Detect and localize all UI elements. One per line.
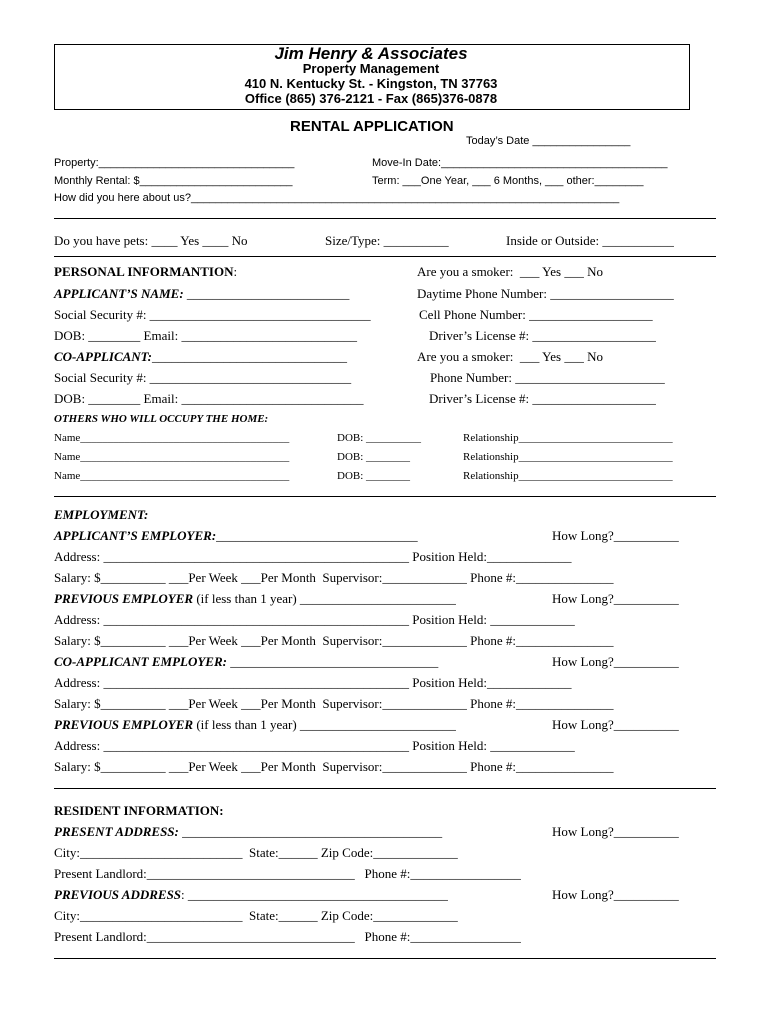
occupant-name-field[interactable]: Name______________________________________	[54, 451, 290, 463]
how-long-field[interactable]: How Long?__________	[552, 887, 679, 902]
coapplicant-label: CO-APPLICANT:	[54, 349, 152, 364]
applicant-name-line: _________________________	[183, 286, 350, 301]
employer-address-field[interactable]: Address: _______________________________________________ Position Held:_____________	[54, 549, 572, 564]
employment-heading: EMPLOYMENT:	[54, 507, 149, 522]
dob-email-field[interactable]: DOB: ________ Email: ___________________________	[54, 328, 357, 343]
divider	[54, 958, 716, 959]
city-state-zip-field[interactable]: City:_________________________ State:______ Zip Code:_____________	[54, 908, 458, 923]
coapplicant-employer-line: ________________________________	[226, 654, 439, 669]
todays-date-field[interactable]: Today’s Date ________________	[466, 135, 631, 147]
personal-heading-colon: :	[233, 264, 238, 279]
divider	[54, 788, 716, 789]
city-state-zip-field[interactable]: City:_________________________ State:______ Zip Code:_____________	[54, 845, 458, 860]
how-heard-field[interactable]: How did you here about us?______________________________________________________________________	[54, 192, 620, 204]
smoker-field[interactable]: Are you a smoker: ___ Yes ___ No	[417, 264, 603, 279]
previous-address-label: PREVIOUS ADDRESS	[54, 887, 182, 902]
applicant-employer-label: APPLICANT’S EMPLOYER:	[54, 528, 217, 543]
monthly-rental-field[interactable]: Monthly Rental: $_________________________	[54, 175, 293, 187]
coapplicant-phone-field[interactable]: Phone Number: _______________________	[430, 370, 665, 385]
occupant-relationship-field[interactable]: Relationship____________________________	[463, 451, 673, 463]
applicant-name-label: APPLICANT’S NAME:	[54, 286, 184, 301]
coapplicant-drivers-license-field[interactable]: Driver’s License #: ___________________	[429, 391, 656, 406]
daytime-phone-field[interactable]: Daytime Phone Number: ___________________	[417, 286, 674, 301]
present-landlord-field[interactable]: Present Landlord:________________________________ Phone #:_________________	[54, 866, 521, 881]
occupant-name-field[interactable]: Name______________________________________	[54, 470, 290, 482]
page-title: RENTAL APPLICATION	[290, 118, 454, 135]
divider	[54, 256, 716, 257]
occupant-relationship-field[interactable]: Relationship____________________________	[463, 432, 673, 444]
employer-address-field[interactable]: Address: _______________________________________________ Position Held: _____________	[54, 738, 575, 753]
divider	[54, 496, 716, 497]
previous-address-field[interactable]	[54, 888, 448, 901]
applicant-employer-line: _______________________________	[216, 528, 418, 543]
others-heading: OTHERS WHO WILL OCCUPY THE HOME:	[54, 413, 269, 425]
drivers-license-field[interactable]: Driver’s License #: ___________________	[429, 328, 656, 343]
previous-landlord-field[interactable]: Present Landlord:________________________________ Phone #:_________________	[54, 929, 521, 944]
salary-field[interactable]: Salary: $__________ ___Per Week ___Per Month Supervisor:_____________ Phone #:_______________	[54, 633, 614, 648]
previous-employer-field[interactable]	[54, 592, 456, 605]
coapplicant-name-field[interactable]	[54, 350, 347, 363]
pet-inside-outside-field[interactable]: Inside or Outside: ___________	[506, 233, 674, 248]
employer-address-field[interactable]: Address: _______________________________________________ Position Held:_____________	[54, 675, 572, 690]
pets-field[interactable]: Do you have pets: ____ Yes ____ No	[54, 233, 248, 248]
employer-address-field[interactable]: Address: _______________________________________________ Position Held: _____________	[54, 612, 575, 627]
pet-size-type-field[interactable]: Size/Type: __________	[325, 233, 449, 248]
occupant-dob-field[interactable]: DOB: ________	[337, 470, 411, 482]
how-long-field[interactable]: How Long?__________	[552, 654, 679, 669]
salary-field[interactable]: Salary: $__________ ___Per Week ___Per Month Supervisor:_____________ Phone #:_______________	[54, 759, 614, 774]
company-address: 410 N. Kentucky St. - Kingston, TN 37763	[244, 76, 498, 91]
property-field[interactable]: Property:________________________________	[54, 157, 295, 169]
present-address-field[interactable]	[54, 825, 442, 838]
present-address-line: ________________________________________	[178, 824, 443, 839]
company-subtitle: Property Management	[302, 61, 440, 76]
coapplicant-ssn-field[interactable]: Social Security #: _______________________________	[54, 370, 352, 385]
occupant-relationship-field[interactable]: Relationship____________________________	[463, 470, 673, 482]
salary-field[interactable]: Salary: $__________ ___Per Week ___Per Month Supervisor:_____________ Phone #:_______________	[54, 696, 614, 711]
occupant-dob-field[interactable]: DOB: __________	[337, 432, 422, 444]
coapplicant-line: ______________________________	[151, 349, 347, 364]
how-long-field[interactable]: How Long?__________	[552, 528, 679, 543]
term-field[interactable]: Term: ___One Year, ___ 6 Months, ___ other:________	[372, 175, 644, 187]
cell-phone-field[interactable]: Cell Phone Number: ___________________	[419, 307, 653, 322]
present-address-label: PRESENT ADDRESS:	[54, 824, 179, 839]
how-long-field[interactable]: How Long?__________	[552, 717, 679, 732]
coapplicant-employer-label: CO-APPLICANT EMPLOYER:	[54, 654, 227, 669]
resident-heading: RESIDENT INFORMATION:	[54, 803, 224, 818]
previous-address-line: : ________________________________________	[181, 887, 448, 902]
previous-employer-line: (if less than 1 year) ________________________	[193, 591, 456, 606]
previous-employer-label: PREVIOUS EMPLOYER	[54, 717, 194, 732]
move-in-date-field[interactable]: Move-In Date:_____________________________________	[372, 157, 668, 169]
company-contact: Office (865) 376-2121 - Fax (865)376-0878	[244, 91, 498, 106]
coapplicant-smoker-field[interactable]: Are you a smoker: ___ Yes ___ No	[417, 349, 603, 364]
how-long-field[interactable]: How Long?__________	[552, 591, 679, 606]
salary-field[interactable]: Salary: $__________ ___Per Week ___Per Month Supervisor:_____________ Phone #:_______________	[54, 570, 614, 585]
previous-employer-label: PREVIOUS EMPLOYER	[54, 591, 194, 606]
previous-employer-line: (if less than 1 year) ________________________	[193, 717, 456, 732]
coapplicant-dob-email-field[interactable]: DOB: ________ Email: ____________________________	[54, 391, 364, 406]
coapplicant-employer-field[interactable]	[54, 655, 438, 668]
applicant-employer-field[interactable]	[54, 529, 418, 542]
how-long-field[interactable]: How Long?__________	[552, 824, 679, 839]
previous-employer-field[interactable]	[54, 718, 456, 731]
ssn-field[interactable]: Social Security #: __________________________________	[54, 307, 371, 322]
personal-heading-text: PERSONAL INFORMANTION	[54, 264, 234, 279]
occupant-dob-field[interactable]: DOB: ________	[337, 451, 411, 463]
occupant-name-field[interactable]: Name______________________________________	[54, 432, 290, 444]
company-name: Jim Henry & Associates	[274, 44, 468, 63]
applicant-name-field[interactable]	[54, 287, 349, 300]
personal-heading	[54, 265, 237, 278]
divider	[54, 218, 716, 219]
